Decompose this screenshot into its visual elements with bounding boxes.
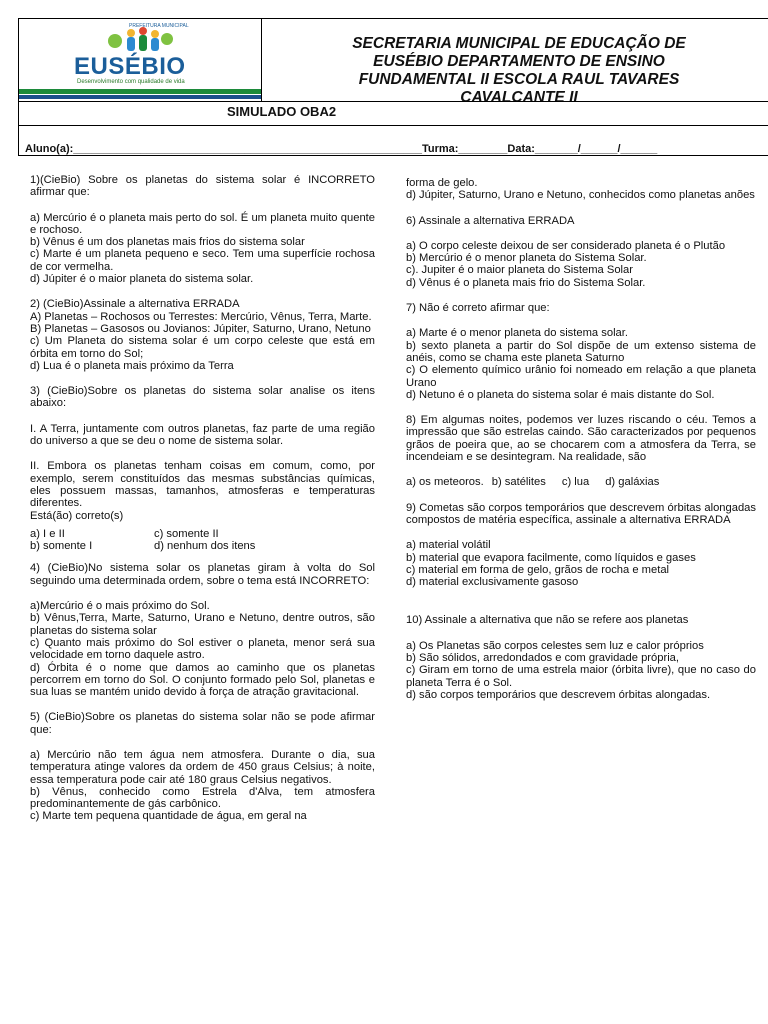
q9-option-c: c) material em forma de gelo, grãos de rocha e metal bbox=[406, 563, 670, 576]
q7-option-d: d) Netuno é o planeta do sistema solar é mais distante do Sol. bbox=[406, 388, 715, 401]
q2-option-b: B) Planetas – Gasosos ou Jovianos: Júpiter, Saturno, Urano, Netuno bbox=[30, 322, 371, 335]
q9-option-a: a) material volátil bbox=[406, 539, 491, 552]
q3-option-a: a) I e II bbox=[30, 527, 65, 540]
q10-option-a: a) Os Planetas são corpos celestes sem luz e calor próprios bbox=[406, 639, 704, 652]
q1-option-c: c) Marte é um planeta pequeno e seco. Tem uma superfície rochosa de cor vermelha. bbox=[30, 248, 375, 273]
q2-option-a: A) Planetas – Rochosos ou Terrestes: Mercúrio, Vênus, Terra, Marte. bbox=[30, 310, 372, 323]
q8-option-a: a) os meteoros. bbox=[406, 476, 484, 489]
logo-green-stripe bbox=[19, 89, 261, 94]
q4-option-b: b) Vênus,Terra, Marte, Saturno, Urano e Netuno, dentre outros, são planetas do sistema solar bbox=[30, 612, 375, 637]
q6-option-a: a) O corpo celeste deixou de ser considerado planeta é o Plutão bbox=[406, 239, 726, 252]
question-5-stem: 5) (CieBio)Sobre os planetas do sistema solar não se pode afirmar que: bbox=[30, 711, 375, 736]
question-7-stem: 7) Não é correto afirmar que: bbox=[406, 302, 550, 315]
question-2-stem: 2) (CieBio)Assinale a alternativa ERRADA bbox=[30, 298, 240, 311]
exam-title: SIMULADO OBA2 bbox=[227, 104, 337, 119]
divider bbox=[19, 101, 768, 102]
q3-item-2: II. Embora os planetas tenham coisas em comum, como, por exemplo, serem constituídos das mesmas substâncias químicas, eles possuem massas, tamanhos, atmosferas e temperaturas diferentes. bbox=[30, 460, 375, 510]
org-line-2: EUSÉBIO DEPARTAMENTO DE ENSINO bbox=[373, 53, 665, 70]
q2-option-d: d) Lua é o planeta mais próximo da Terra bbox=[30, 359, 234, 372]
student-info-line: Aluno(a):_________________________________________________________Turma:________Data:_______/______/______ bbox=[25, 143, 658, 155]
q3-option-c: c) somente II bbox=[154, 527, 219, 540]
question-9-stem: 9) Cometas são corpos temporários que descrevem órbitas alongadas compostos de matéria específica, assinale a alternativa ERRADA bbox=[406, 501, 756, 526]
logo-brand: EUSÉBIO bbox=[74, 53, 186, 80]
q5-option-c-continued: forma de gelo. bbox=[406, 177, 478, 189]
q1-option-d: d) Júpiter é o maior planeta do sistema solar. bbox=[30, 273, 254, 286]
org-line-3: FUNDAMENTAL II ESCOLA RAUL TAVARES bbox=[358, 71, 680, 88]
q7-option-a: a) Marte é o menor planeta do sistema solar. bbox=[406, 327, 628, 340]
q3-prompt: Está(ão) correto(s) bbox=[30, 509, 124, 522]
logo-prefix: PREFEITURA MUNICIPAL bbox=[129, 23, 189, 29]
people-emblem-icon bbox=[105, 25, 175, 55]
q3-option-b: b) somente I bbox=[30, 540, 93, 553]
q9-option-b: b) material que evapora facilmente, como líquidos e gases bbox=[406, 551, 696, 564]
q10-option-b: b) São sólidos, arredondados e com gravidade própria, bbox=[406, 652, 680, 665]
q8-option-b: b) satélites bbox=[491, 476, 546, 489]
question-8-stem: 8) Em algumas noites, podemos ver luzes riscando o céu. Temos a impressão que são estrelas caindo. São caracterizados por pequenos grãos de poeira que, ao se chocarem com a atmosfera da Terra, se incendeiam e se desintegram. Na realidade, são bbox=[406, 414, 756, 464]
q5-option-a: a) Mercúrio não tem água nem atmosfera. Durante o dia, sua temperatura atinge valores da ordem de 450 graus Celsius; à noite, essa temperatura pode cair até 180 graus Celsius negativos. bbox=[30, 748, 375, 786]
left-column bbox=[30, 174, 375, 823]
question-3-stem: 3) (CieBio)Sobre os planetas do sistema solar analise os itens abaixo: bbox=[30, 385, 375, 410]
q7-option-b: b) sexto planeta a partir do Sol dispõe de um extenso sistema de anéis, como se chama este planeta Saturno bbox=[406, 339, 756, 364]
divider bbox=[19, 125, 768, 126]
municipal-logo bbox=[19, 19, 262, 101]
exam-header bbox=[18, 18, 768, 156]
q4-option-c: c) Quanto mais próximo do Sol estiver o planeta, menor será sua velocidade em torno daquele astro. bbox=[30, 636, 375, 662]
q3-option-d: d) nenhum dos itens bbox=[154, 540, 256, 553]
q7-option-c: c) O elemento químico urânio foi nomeado em relação a que planeta Urano bbox=[406, 364, 756, 389]
q1-option-b: b) Vênus é um dos planetas mais frios do sistema solar bbox=[30, 236, 305, 249]
q9-option-d: d) material exclusivamente gasoso bbox=[406, 576, 579, 589]
q5-option-d: d) Júpiter, Saturno, Urano e Netuno, conhecidos como planetas anões bbox=[406, 189, 755, 202]
q1-option-a: a) Mercúrio é o planeta mais perto do sol. É um planeta muito quente e rochoso. bbox=[30, 211, 375, 236]
q6-option-c: c). Jupiter é o maior planeta do Sistema Solar bbox=[406, 264, 633, 277]
logo-tagline: Desenvolvimento com qualidade de vida bbox=[77, 79, 185, 85]
org-line-4: CAVALCANTE II bbox=[460, 89, 578, 106]
q2-option-c: c) Um Planeta do sistema solar é um corpo celeste que está em órbita em torno do Sol; bbox=[30, 335, 375, 360]
q4-option-d: d) Órbita é o nome que damos ao caminho que os planetas percorrem em torno do Sol. O conjunto formado pelo Sol, planetas e sua luas se mantém unido devido à força de atração gravitacional. bbox=[30, 661, 375, 699]
institution-title bbox=[269, 35, 768, 107]
q10-option-d: d) são corpos temporários que descrevem órbitas alongadas. bbox=[406, 688, 711, 701]
q5-option-b: b) Vênus, conhecido como Estrela d'Alva, tem atmosfera predominantemente de gás carbônico. bbox=[30, 785, 375, 811]
org-line-1: SECRETARIA MUNICIPAL DE EDUCAÇÃO DE bbox=[352, 35, 686, 52]
q8-option-d: d) galáxias bbox=[605, 476, 660, 489]
q3-item-1: I. A Terra, juntamente com outros planetas, faz parte de uma região do universo a que se deu o nome de sistema solar. bbox=[30, 422, 375, 448]
question-1-stem: 1)(CieBio) Sobre os planetas do sistema solar é INCORRETO afirmar que: bbox=[30, 174, 375, 199]
q6-option-d: d) Vênus é o planeta mais frio do Sistema Solar. bbox=[406, 276, 646, 289]
logo-blue-stripe bbox=[19, 95, 261, 99]
question-6-stem: 6) Assinale a alternativa ERRADA bbox=[406, 214, 575, 227]
q4-option-a: a)Mercúrio é o mais próximo do Sol. bbox=[30, 600, 210, 613]
q8-option-c: c) lua bbox=[561, 476, 590, 489]
q6-option-b: b) Mercúrio é o menor planeta do Sistema Solar. bbox=[406, 252, 647, 265]
right-column bbox=[406, 177, 756, 701]
q10-option-c: c) Giram em torno de uma estrela maior (órbita livre), que no caso do planeta Terra é o Sol. bbox=[406, 664, 756, 689]
question-4-stem: 4) (CieBio)No sistema solar os planetas giram à volta do Sol seguindo uma determinada ordem, sobre o tema está INCORRETO: bbox=[30, 562, 375, 587]
q5-option-c: c) Marte tem pequena quantidade de água, em geral na bbox=[30, 810, 307, 823]
question-10-stem: 10) Assinale a alternativa que não se refere aos planetas bbox=[406, 614, 689, 627]
